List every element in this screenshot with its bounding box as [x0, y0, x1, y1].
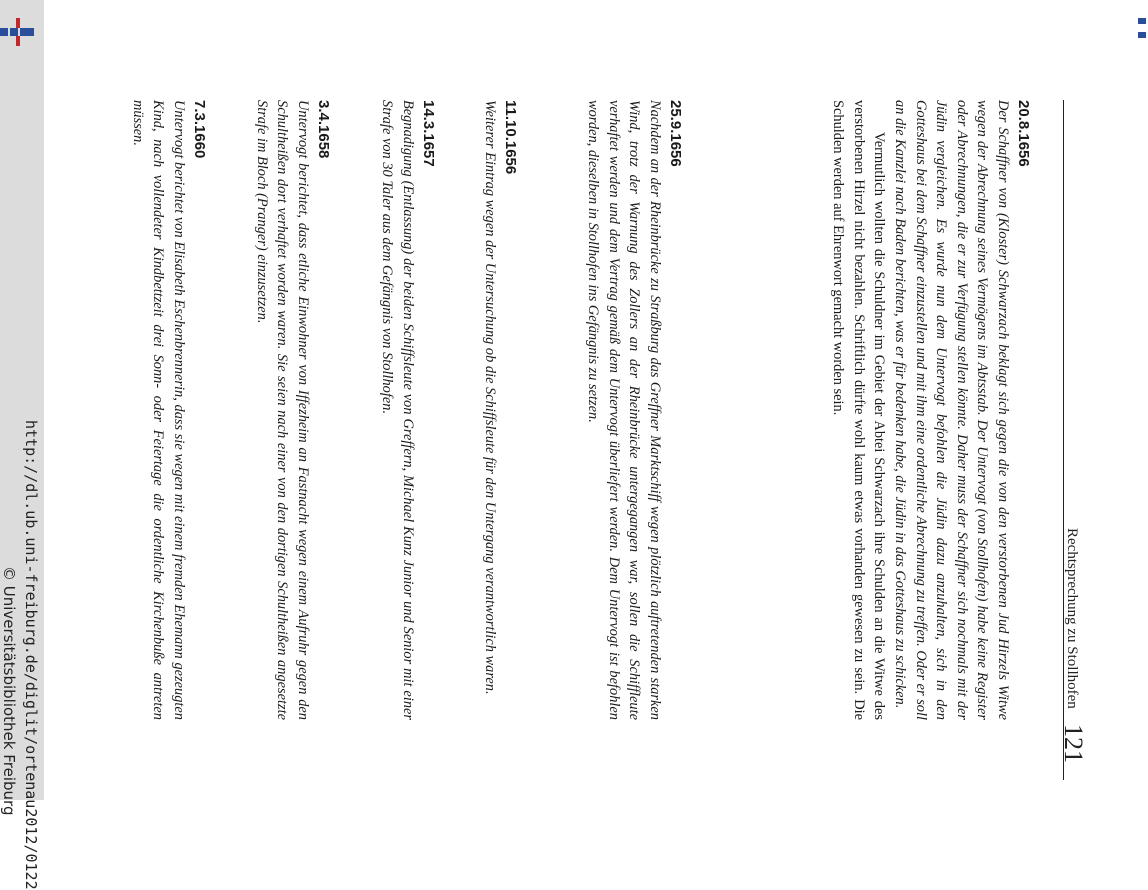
running-title: Rechtsprechung zu Stollhofen: [1064, 528, 1080, 709]
entry-text: Untervogt berichtet von Elisabeth Eschenbrennerin, dass sie wegen mit einem fremden Ehemann gezeugten Kind, nach vollendeter Kindbettzeit drei Sonn- oder Feiertage die ordentliche Kirchenbuße antreten müssen.: [129, 100, 187, 720]
entry-date: 7.3.1660: [191, 100, 208, 159]
document-url[interactable]: http://dl.ub.uni-freiburg.de/diglit/ortenau2012/0122: [22, 420, 40, 890]
copyright-notice: © Universitätsbibliothek Freiburg: [0, 566, 18, 816]
entry-text: Untervogt berichtet, dass etliche Einwohner von Iffezheim an Fastnacht wegen einem Aufruhr gegen den Schultheißen dort verhaftet worden waren. Sie seien nach einer von den dortigen Schultheißen angesetzte Strafe im Bloch (Pranger) einzusetzen.: [253, 100, 311, 720]
university-logo-icon: [0, 14, 40, 54]
entry-text: Begnadigung (Entlassung) der beiden Schiffsleute von Greffern, Michael Kunz Junior und Senior mit einer Strafe von 30 Taler aus dem Gefängnis von Stollhofen.: [379, 100, 416, 720]
entry-11-10-1656: [479, 100, 520, 720]
entry-text: Der Schaffner von (Kloster) Schwarzach beklagt sich gegen die von den verstorbenen Jud Hirzels Witwe wegen der Abrechnung seines Vermögens im Abtsstab. Der Untervogt (von Stollhofen) habe keine Register oder Abrechnungen, die er zur Verfügung stellen könnte. Daher muss der Schaffner sich nochmals mit der Jüdin vergleichen. Es wurde nun dem Untervogt befohlen die Jüdin dazu anzuhalten, sich in den Gotteshaus bei dem Schaffner einzustellen und mit ihm eine ordentliche Abrechnung zu treffen. Oder er soll an die Kanzlei nach Baden berichten, was er für bedenken habe, die Jüdin in das Gotteshaus zu schicken.: [892, 100, 1011, 720]
entry-14-3-1657: [377, 100, 438, 720]
entry-text: Nachdem an der Rheinbrücke zu Straßburg das Greffner Marktschiff wegen plötzlich auftretenden starken Wind, trotz der Warnung des Zollers an der Rheinbrücke untergegangen war, sollen die Schiffleute verhaftet werden und dem Vertrag gemäß dem Untervogt überliefert werden. Dem Untervogt ist befohlen worden, dieselben in Stollhofen ins Gefängnis zu setzen.: [585, 100, 663, 720]
entry-3-4-1658: [251, 100, 333, 720]
entry-date: 14.3.1657: [420, 100, 437, 167]
entry-20-8-1656: [828, 100, 1033, 720]
entry-date: 25.9.1656: [667, 100, 684, 167]
entry-note: Vermutlich wollten die Schuldner im Gebiet der Abtei Schwarzach ihre Schulden an die Witwe des verstorbenen Hirzel nicht bezahlen. Schriftlich dürfte wohl kaum etwas vorhanden gewesen zu sein. Die Schulden werden auf Ehrenwort gemacht worden sein.: [830, 100, 888, 720]
entry-text: Weiterer Eintrag wegen der Untersuchung ob die Schiffsleute für den Untergang verantwortlich waren.: [482, 100, 498, 695]
entry-25-9-1656: [583, 100, 685, 720]
entry-7-3-1660: [127, 100, 209, 720]
right-edge-logo-icon: [1138, 18, 1146, 40]
page-number: 121: [1059, 724, 1088, 763]
entry-date: 11.10.1656: [502, 100, 519, 175]
entry-date: 20.8.1656: [1015, 100, 1032, 167]
entry-date: 3.4.1658: [315, 100, 332, 159]
